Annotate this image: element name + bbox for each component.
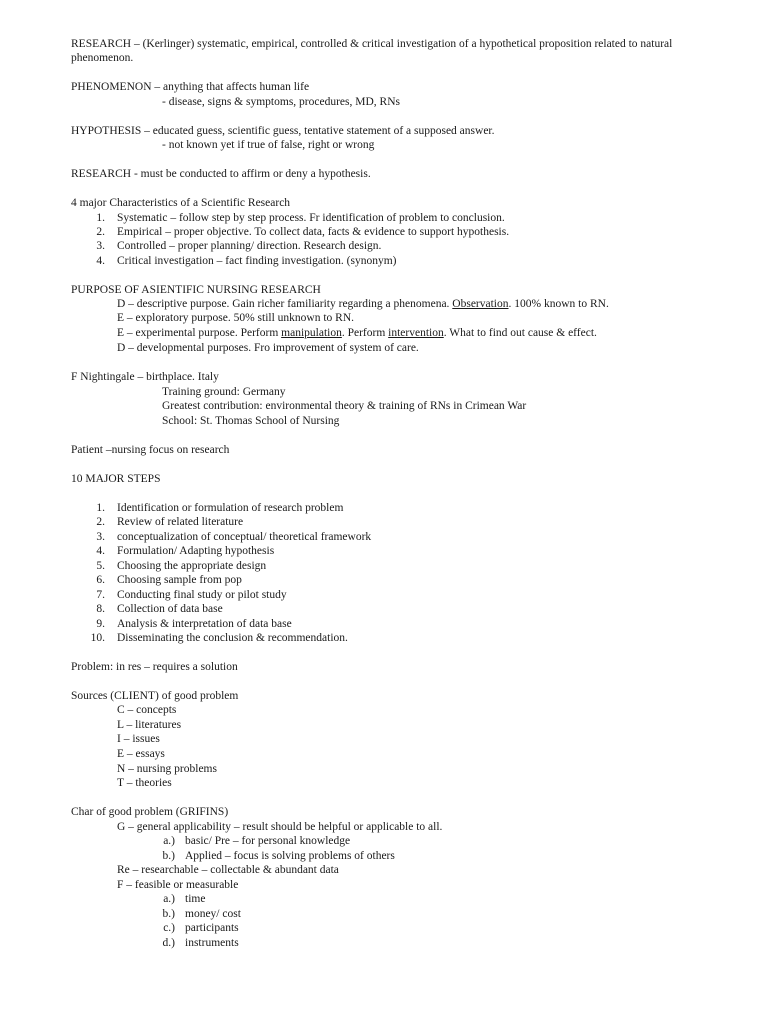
steps-heading: 10 MAJOR STEPS bbox=[71, 473, 161, 485]
phenomenon-definition: PHENOMENON – anything that affects human life bbox=[71, 81, 310, 93]
purpose-developmental: D – developmental purposes. Fro improvement of system of care. bbox=[117, 342, 419, 354]
feasible-item-number: a.) bbox=[163, 893, 175, 905]
step-item: conceptualization of conceptual/ theoretical framework bbox=[117, 531, 372, 543]
characteristic-number: 2. bbox=[96, 226, 105, 238]
characteristic-item: Critical investigation – fact finding investigation. (synonym) bbox=[117, 255, 397, 267]
characteristic-item: Systematic – follow step by step process. Fr identification of problem to conclusion. bbox=[117, 212, 505, 224]
phenomenon-bullet: - disease, signs & symptoms, procedures, MD, RNs bbox=[162, 96, 400, 108]
grifins-subitem: Applied – focus is solving problems of others bbox=[185, 850, 395, 862]
grifins-feasible: F – feasible or measurable bbox=[117, 879, 239, 891]
step-item: Collection of data base bbox=[117, 603, 223, 615]
source-item: L – literatures bbox=[117, 719, 182, 731]
feasible-item: participants bbox=[185, 922, 239, 934]
step-item: Identification or formulation of research problem bbox=[117, 502, 344, 514]
step-number: 5. bbox=[96, 560, 105, 572]
grifins-subitem-number: a.) bbox=[163, 835, 175, 847]
purpose-exploratory: E – exploratory purpose. 50% still unknown to RN. bbox=[117, 312, 355, 324]
step-item: Disseminating the conclusion & recommendation. bbox=[117, 632, 348, 644]
step-number: 8. bbox=[96, 603, 105, 615]
step-number: 9. bbox=[96, 618, 105, 630]
step-item: Formulation/ Adapting hypothesis bbox=[117, 545, 275, 557]
source-item: C – concepts bbox=[117, 704, 177, 716]
feasible-item: time bbox=[185, 893, 206, 905]
step-number: 6. bbox=[96, 574, 105, 586]
research-purpose-line: RESEARCH - must be conducted to affirm or deny a hypothesis. bbox=[71, 168, 371, 180]
purpose-experimental: E – experimental purpose. Perform manipulation. Perform intervention. What to find out cause & effect. bbox=[117, 327, 597, 339]
research-definition-line1: RESEARCH – (Kerlinger) systematic, empirical, controlled & critical investigation of a hypothetical proposition related to natural bbox=[71, 38, 673, 50]
hypothesis-definition: HYPOTHESIS – educated guess, scientific guess, tentative statement of a supposed answer. bbox=[71, 125, 495, 137]
step-item: Conducting final study or pilot study bbox=[117, 589, 287, 601]
source-item: N – nursing problems bbox=[117, 763, 217, 775]
step-item: Review of related literature bbox=[117, 516, 244, 528]
research-definition-line2: phenomenon. bbox=[71, 52, 134, 64]
step-number: 2. bbox=[96, 516, 105, 528]
step-number: 3. bbox=[96, 531, 105, 543]
source-item: I – issues bbox=[117, 733, 160, 745]
step-item: Choosing the appropriate design bbox=[117, 560, 267, 572]
source-item: T – theories bbox=[117, 777, 172, 789]
nightingale-training: Training ground: Germany bbox=[162, 386, 286, 398]
step-item: Analysis & interpretation of data base bbox=[117, 618, 292, 630]
characteristic-item: Empirical – proper objective. To collect data, facts & evidence to support hypothesis. bbox=[117, 226, 510, 238]
source-item: E – essays bbox=[117, 748, 165, 760]
characteristic-number: 3. bbox=[96, 240, 105, 252]
step-number: 10. bbox=[90, 632, 105, 644]
feasible-item: money/ cost bbox=[185, 908, 241, 920]
hypothesis-bullet: - not known yet if true of false, right or wrong bbox=[162, 139, 375, 151]
characteristics-heading: 4 major Characteristics of a Scientific Research bbox=[71, 197, 291, 209]
feasible-item-number: d.) bbox=[162, 937, 175, 949]
patient-line: Patient –nursing focus on research bbox=[71, 444, 230, 456]
step-number: 4. bbox=[96, 545, 105, 557]
nightingale-contribution: Greatest contribution: environmental theory & training of RNs in Crimean War bbox=[162, 400, 527, 412]
characteristic-item: Controlled – proper planning/ direction. Research design. bbox=[117, 240, 382, 252]
feasible-item-number: b.) bbox=[162, 908, 175, 920]
grifins-subitem-number: b.) bbox=[162, 850, 175, 862]
nightingale-birthplace: F Nightingale – birthplace. Italy bbox=[71, 371, 219, 383]
characteristic-number: 1. bbox=[96, 212, 105, 224]
characteristic-number: 4. bbox=[96, 255, 105, 267]
grifins-researchable: Re – researchable – collectable & abundant data bbox=[117, 864, 339, 876]
grifins-subitem: basic/ Pre – for personal knowledge bbox=[185, 835, 351, 847]
grifins-general: G – general applicability – result should be helpful or applicable to all. bbox=[117, 821, 443, 833]
problem-line: Problem: in res – requires a solution bbox=[71, 661, 238, 673]
step-item: Choosing sample from pop bbox=[117, 574, 242, 586]
step-number: 7. bbox=[96, 589, 105, 601]
purpose-heading: PURPOSE OF ASIENTIFIC NURSING RESEARCH bbox=[71, 284, 321, 296]
purpose-descriptive: D – descriptive purpose. Gain richer familiarity regarding a phenomena. Observation. 100% known to RN. bbox=[117, 298, 609, 310]
nightingale-school: School: St. Thomas School of Nursing bbox=[162, 415, 340, 427]
step-number: 1. bbox=[96, 502, 105, 514]
feasible-item-number: c.) bbox=[163, 922, 175, 934]
grifins-heading: Char of good problem (GRIFINS) bbox=[71, 806, 229, 818]
feasible-item: instruments bbox=[185, 937, 239, 949]
sources-heading: Sources (CLIENT) of good problem bbox=[71, 690, 239, 702]
